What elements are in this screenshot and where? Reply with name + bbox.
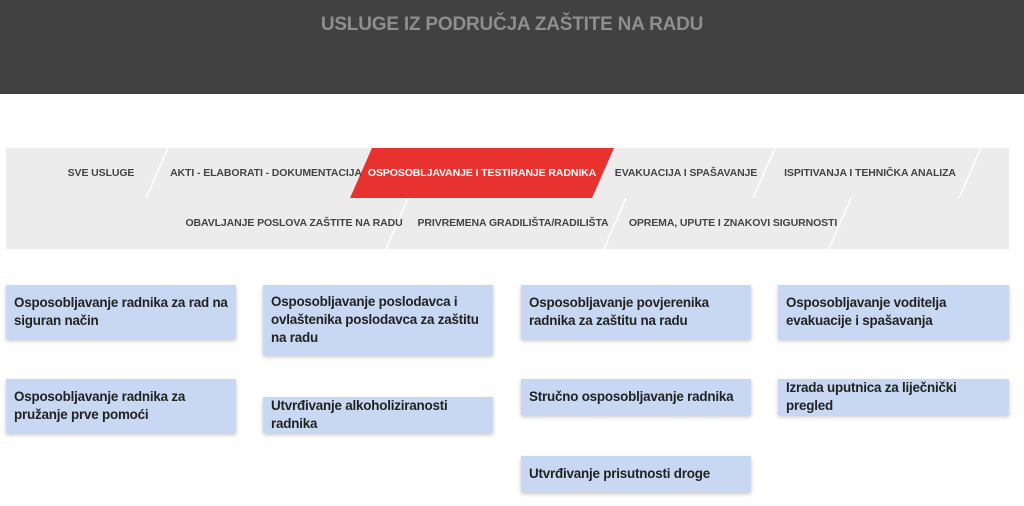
service-card-title: Izrada uputnica za liječnički pregled xyxy=(786,380,957,413)
filter-tab-ispitivanja[interactable]: ISPITIVANJA I TEHNIČKA ANALIZA xyxy=(784,167,956,179)
service-card-title: Utvrđivanje alkoholiziranosti radnika xyxy=(271,398,448,431)
service-card-title: Osposobljavanje voditelja evakuacije i spašavanja xyxy=(786,295,947,328)
service-card[interactable] xyxy=(778,379,1009,415)
page-header xyxy=(0,0,1024,94)
service-card-title: Stručno osposobljavanje radnika xyxy=(529,389,734,404)
service-card[interactable] xyxy=(6,285,236,339)
service-card[interactable] xyxy=(778,285,1009,339)
service-card-title: Utvrđivanje prisutnosti droge xyxy=(529,466,710,481)
filter-tab-evakuacija[interactable]: EVAKUACIJA I SPAŠAVANJE xyxy=(614,167,758,179)
filter-tab-oprema-upute[interactable]: OPREMA, UPUTE I ZNAKOVI SIGURNOSTI xyxy=(628,217,838,229)
service-card[interactable] xyxy=(263,397,493,433)
page-title: USLUGE IZ PODRUČJA ZAŠTITE NA RADU xyxy=(320,14,704,35)
filter-tab-osposobljavanje[interactable]: OSPOSOBLJAVANJE I TESTIRANJE RADNIKA xyxy=(350,148,614,198)
service-card-title: Osposobljavanje povjerenika radnika za zaštitu na radu xyxy=(529,295,709,328)
service-card-title: Osposobljavanje radnika za rad na siguran način xyxy=(14,295,228,328)
service-card[interactable] xyxy=(6,379,236,433)
filter-tab-sve-usluge[interactable]: SVE USLUGE xyxy=(67,167,135,179)
service-filter-bar xyxy=(6,148,1009,249)
filter-tab-akti[interactable]: AKTI - ELABORATI - DOKUMENTACIJA xyxy=(170,167,362,179)
filter-tab-privremena-gradilista[interactable]: PRIVREMENA GRADILIŠTA/RADILIŠTA xyxy=(417,217,609,229)
service-card-title: Osposobljavanje radnika za pružanje prve pomoći xyxy=(14,389,186,422)
service-card-title: Osposobljavanje poslodavca i ovlaštenika poslodavca za zaštitu na radu xyxy=(271,294,479,345)
filter-tab-obavljanje-poslova[interactable]: OBAVLJANJE POSLOVA ZAŠTITE NA RADU xyxy=(185,217,403,229)
service-card[interactable] xyxy=(521,456,751,492)
service-card[interactable] xyxy=(263,285,493,355)
service-card[interactable] xyxy=(521,379,751,415)
service-card[interactable] xyxy=(521,285,751,339)
